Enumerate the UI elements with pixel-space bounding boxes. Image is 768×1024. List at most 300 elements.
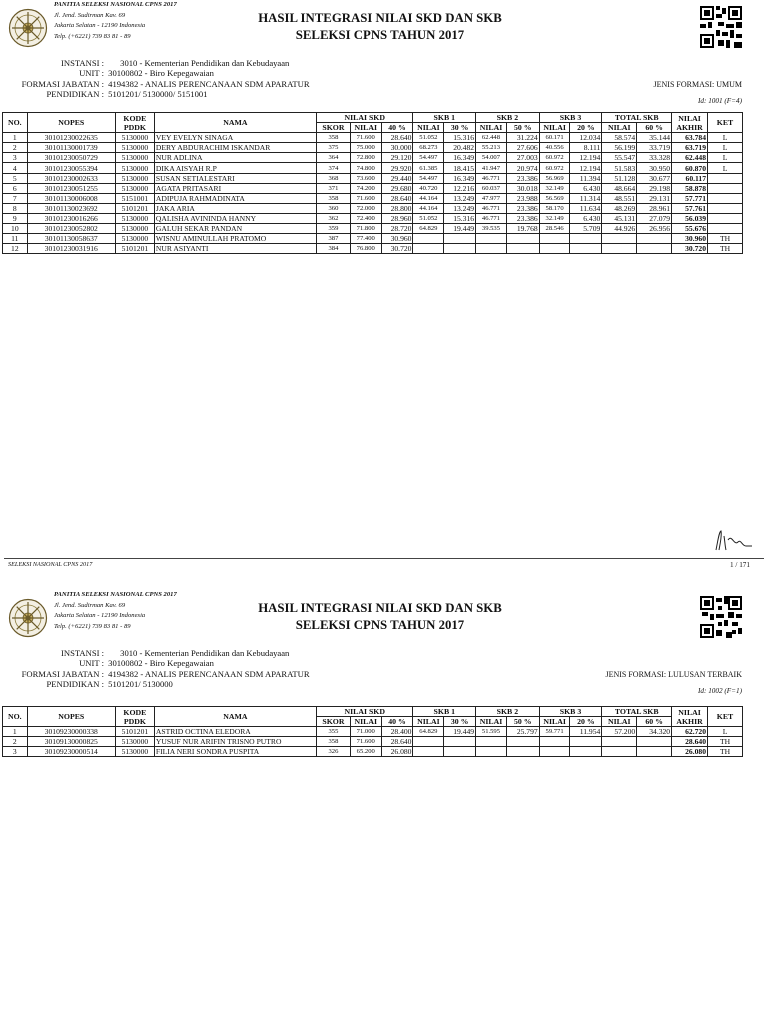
meta-block — [4, 58, 310, 99]
cell-ket: TH — [708, 234, 743, 244]
cell-skd-40: 29.440 — [381, 173, 413, 183]
cell-skb3-nilai: 60.972 — [539, 163, 570, 173]
cell-skb3-nilai: 60.972 — [539, 153, 570, 163]
unit-label: UNIT : — [79, 658, 104, 669]
cell-skd-nilai: 65.200 — [350, 747, 381, 757]
table-body — [3, 727, 743, 757]
cell-total-60 — [637, 737, 672, 747]
page-title — [200, 10, 560, 44]
cell-skb2-nilai — [476, 244, 507, 254]
cell-nopes: 30101230052802 — [27, 224, 115, 234]
cell-skb3-20: 6.430 — [570, 213, 602, 223]
cell-no: 4 — [3, 163, 28, 173]
cell-total-60 — [637, 244, 672, 254]
cell-nama: JAKA ARIA — [154, 203, 316, 213]
cell-skb1-30: 16.349 — [444, 173, 476, 183]
qr-code-icon — [700, 6, 742, 48]
cell-nilai-akhir: 60.117 — [672, 173, 708, 183]
cell-total-60: 29.131 — [637, 193, 672, 203]
cell-kode: 5130000 — [115, 183, 154, 193]
cell-skb3-nilai: 56.569 — [539, 193, 570, 203]
cell-no: 12 — [3, 244, 28, 254]
cell-nopes: 30101230050729 — [27, 153, 115, 163]
cell-skd-nilai: 74.200 — [350, 183, 381, 193]
cell-no: 1 — [3, 133, 28, 143]
cell-nama: GALUH SEKAR PANDAN — [154, 224, 316, 234]
col-pddk: PDDK — [123, 716, 146, 726]
cell-skb2-50 — [506, 737, 539, 747]
unit-value: 30100802 - Biro Kepegawaian — [108, 68, 214, 79]
cell-skb2-50: 23.386 — [506, 203, 539, 213]
cell-nilai-akhir: 55.676 — [672, 224, 708, 234]
cell-total-60: 28.961 — [637, 203, 672, 213]
cell-skd-40: 29.120 — [381, 153, 413, 163]
cell-skd-nilai: 72.800 — [350, 153, 381, 163]
col-skb2: SKB 2 — [476, 113, 540, 123]
table-row — [3, 153, 743, 163]
cell-skb1-nilai: 40.720 — [413, 183, 444, 193]
cell-skd-40: 28.640 — [381, 193, 413, 203]
sub-nilai: NILAI — [539, 123, 570, 133]
cell-nopes: 30101130006008 — [27, 193, 115, 203]
cell-nama: SUSAN SETIALESTARI — [154, 173, 316, 183]
cell-total-60: 26.956 — [637, 224, 672, 234]
cell-nilai-akhir: 63.719 — [672, 143, 708, 153]
cell-skd-nilai: 75.000 — [350, 143, 381, 153]
col-total-skb: TOTAL SKB — [602, 113, 672, 123]
cell-total-60: 33.719 — [637, 143, 672, 153]
cell-skb2-50: 23.386 — [506, 173, 539, 183]
cell-skd-nilai: 71.600 — [350, 193, 381, 203]
instansi-value: 3010 - Kementerian Pendidikan dan Kebudayaan — [120, 58, 290, 68]
col-total-skb: TOTAL SKB — [602, 707, 672, 717]
cell-skd-nilai: 71.000 — [350, 727, 381, 737]
page-number: 1 / 171 — [730, 561, 750, 569]
cell-skd-nilai: 74.800 — [350, 163, 381, 173]
cell-kode: 5130000 — [115, 163, 154, 173]
pendidikan-label: PENDIDIKAN : — [46, 678, 104, 689]
cell-skb1-nilai: 61.385 — [413, 163, 444, 173]
table-row — [3, 173, 743, 183]
cell-skd-nilai: 72.000 — [350, 203, 381, 213]
cell-nama: ASTRID OCTINA ELEDORA — [154, 727, 316, 737]
cell-nopes: 30101230016266 — [27, 213, 115, 223]
cell-total-60: 30.950 — [637, 163, 672, 173]
cell-kode: 5101201 — [115, 203, 154, 213]
table-row — [3, 143, 743, 153]
cell-skb2-50: 30.018 — [506, 183, 539, 193]
cell-total-nilai: 44.926 — [602, 224, 637, 234]
cell-no: 3 — [3, 747, 28, 757]
cell-skb2-50: 19.768 — [506, 224, 539, 234]
sub-50: 50 % — [506, 123, 539, 133]
cell-nama: WISNU AMINULLAH PRATOMO — [154, 234, 316, 244]
table-row — [3, 224, 743, 234]
instansi-value: 3010 - Kementerian Pendidikan dan Kebudayaan — [120, 648, 290, 658]
cell-skb1-nilai — [413, 747, 444, 757]
sub-nilai: NILAI — [413, 717, 444, 727]
cell-total-nilai — [602, 234, 637, 244]
cell-ket — [708, 183, 743, 193]
cell-skb2-nilai: 46.771 — [476, 203, 507, 213]
cell-skd-40: 29.920 — [381, 163, 413, 173]
cell-skor: 387 — [317, 234, 351, 244]
formasi-value: 4194382 - ANALIS PERENCANAAN SDM APARATUR — [108, 668, 310, 679]
cell-skb3-20 — [570, 244, 602, 254]
cell-skd-40: 28.640 — [381, 133, 413, 143]
cell-skb2-50: 20.974 — [506, 163, 539, 173]
cell-skb2-nilai: 60.037 — [476, 183, 507, 193]
col-skb3: SKB 3 — [539, 113, 602, 123]
cell-total-nilai: 51.128 — [602, 173, 637, 183]
cell-total-nilai: 48.269 — [602, 203, 637, 213]
cell-skb2-nilai: 41.947 — [476, 163, 507, 173]
cell-skd-40: 29.680 — [381, 183, 413, 193]
table-row — [3, 163, 743, 173]
cell-skb2-50: 23.988 — [506, 193, 539, 203]
table-row — [3, 213, 743, 223]
cell-ket: L — [708, 163, 743, 173]
cell-total-nilai: 55.547 — [602, 153, 637, 163]
cell-skb3-20: 5.709 — [570, 224, 602, 234]
table-row — [3, 244, 743, 254]
cell-nilai-akhir: 28.640 — [672, 737, 708, 747]
cell-skd-nilai: 71.600 — [350, 133, 381, 143]
sub-50: 50 % — [506, 717, 539, 727]
cell-total-nilai: 51.583 — [602, 163, 637, 173]
footer-divider — [4, 558, 764, 559]
cell-skb3-nilai — [539, 244, 570, 254]
table-row — [3, 193, 743, 203]
col-ket: KET — [708, 113, 743, 133]
cell-skor: 364 — [317, 153, 351, 163]
cell-skb1-nilai: 44.164 — [413, 203, 444, 213]
org-phone: Telp. (+6221) 739 83 81 - 89 — [54, 32, 131, 40]
cell-nilai-akhir: 58.878 — [672, 183, 708, 193]
col-skb2: SKB 2 — [476, 707, 540, 717]
cell-kode: 5130000 — [115, 234, 154, 244]
cell-nilai-akhir: 63.784 — [672, 133, 708, 143]
col-kode-pddk — [115, 113, 154, 133]
col-no: NO. — [3, 707, 28, 727]
cell-no: 2 — [3, 737, 28, 747]
cell-skb3-20 — [570, 747, 602, 757]
cell-skd-40: 30.960 — [381, 234, 413, 244]
table-row — [3, 737, 743, 747]
cell-skd-40: 28.960 — [381, 213, 413, 223]
title-line-2: SELEKSI CPNS TAHUN 2017 — [295, 618, 465, 632]
org-address-1: Jl. Jend. Sudirman Kav. 69 — [54, 11, 126, 19]
unit-label: UNIT : — [79, 68, 104, 79]
cell-skb1-30: 19.449 — [444, 224, 476, 234]
cell-skb3-20 — [570, 234, 602, 244]
cell-skb1-30: 18.415 — [444, 163, 476, 173]
cell-skb2-nilai: 46.771 — [476, 213, 507, 223]
cell-skor: 362 — [317, 213, 351, 223]
cell-skb2-nilai: 54.007 — [476, 153, 507, 163]
cell-nama: DIKA AISYAH R.P — [154, 163, 316, 173]
cell-skor: 358 — [317, 133, 351, 143]
cell-nama: VEY EVELYN SINAGA — [154, 133, 316, 143]
cell-kode: 5130000 — [115, 153, 154, 163]
cell-skd-nilai: 71.600 — [350, 737, 381, 747]
cell-skb3-20: 12.034 — [570, 133, 602, 143]
cell-nilai-akhir: 60.870 — [672, 163, 708, 173]
cell-skb1-30: 15.316 — [444, 213, 476, 223]
col-skb1: SKB 1 — [413, 113, 476, 123]
cell-ket: L — [708, 153, 743, 163]
cell-skor: 355 — [317, 727, 351, 737]
cell-total-60: 27.079 — [637, 213, 672, 223]
meta-block — [4, 648, 310, 689]
cell-skb3-20: 11.954 — [570, 727, 602, 737]
table-header — [3, 113, 743, 133]
cell-skb1-nilai: 44.164 — [413, 193, 444, 203]
cell-skb1-30: 12.216 — [444, 183, 476, 193]
cell-skb2-50: 23.386 — [506, 213, 539, 223]
sub-skor: SKOR — [317, 717, 351, 727]
cell-skb1-30: 15.316 — [444, 133, 476, 143]
sub-60: 60 % — [637, 717, 672, 727]
title-line-1: HASIL INTEGRASI NILAI SKD DAN SKB — [258, 601, 502, 615]
cell-kode: 5151001 — [115, 193, 154, 203]
page-2 — [0, 590, 768, 1024]
sub-nilai: NILAI — [413, 123, 444, 133]
cell-total-60: 35.144 — [637, 133, 672, 143]
formasi-label: FORMASI JABATAN : — [21, 668, 104, 679]
cell-nama: NUR ADLINA — [154, 153, 316, 163]
cell-skb1-nilai — [413, 737, 444, 747]
pendidikan-label: PENDIDIKAN : — [46, 88, 104, 99]
cell-ket — [708, 203, 743, 213]
sub-60: 60 % — [637, 123, 672, 133]
col-kode: KODE — [123, 707, 147, 717]
cell-total-nilai: 45.131 — [602, 213, 637, 223]
cell-skor: 384 — [317, 244, 351, 254]
cell-skor: 326 — [317, 747, 351, 757]
cell-nama: ADIPUJA RAHMADINATA — [154, 193, 316, 203]
cell-skb2-nilai — [476, 234, 507, 244]
cell-skb3-20: 11.314 — [570, 193, 602, 203]
cell-kode: 5101201 — [115, 244, 154, 254]
cell-skb2-50: 27.003 — [506, 153, 539, 163]
cell-total-nilai — [602, 747, 637, 757]
cell-ket — [708, 173, 743, 183]
cell-nopes: 30101130023692 — [27, 203, 115, 213]
cell-total-nilai: 48.664 — [602, 183, 637, 193]
sub-nilai: NILAI — [602, 123, 637, 133]
cell-skor: 358 — [317, 193, 351, 203]
col-nilai-akhir-2: AKHIR — [676, 716, 703, 726]
instansi-label: INSTANSI : — [61, 648, 104, 658]
cell-nilai-akhir: 30.720 — [672, 244, 708, 254]
cell-ket: L — [708, 143, 743, 153]
cell-total-60 — [637, 234, 672, 244]
title-line-2: SELEKSI CPNS TAHUN 2017 — [295, 28, 465, 42]
cell-skd-40: 26.080 — [381, 747, 413, 757]
sub-nilai: NILAI — [476, 123, 507, 133]
cell-skb2-50 — [506, 244, 539, 254]
col-pddk: PDDK — [123, 122, 146, 132]
table-body — [3, 133, 743, 254]
cell-no: 7 — [3, 193, 28, 203]
cell-skb1-30: 19.449 — [444, 727, 476, 737]
unit-value: 30100802 - Biro Kepegawaian — [108, 658, 214, 669]
cell-kode: 5130000 — [115, 173, 154, 183]
cell-total-60: 29.198 — [637, 183, 672, 193]
col-nama: NAMA — [154, 113, 316, 133]
qr-code-icon — [700, 596, 742, 638]
cell-skb3-nilai: 28.546 — [539, 224, 570, 234]
cell-nilai-akhir: 30.960 — [672, 234, 708, 244]
cell-skb1-30 — [444, 747, 476, 757]
cell-skb3-20: 6.430 — [570, 183, 602, 193]
cell-skd-40: 30.720 — [381, 244, 413, 254]
cell-nama: QALISHA AVININDA HANNY — [154, 213, 316, 223]
cell-total-60 — [637, 747, 672, 757]
cell-skb3-nilai: 32.149 — [539, 183, 570, 193]
cell-skor: 371 — [317, 183, 351, 193]
cell-skb3-nilai: 32.149 — [539, 213, 570, 223]
cell-no: 1 — [3, 727, 28, 737]
jenis-formasi: JENIS FORMASI: UMUM — [653, 80, 742, 89]
cell-nama: YUSUF NUR ARIFIN TRISNO PUTRO — [154, 737, 316, 747]
cell-skd-nilai: 77.400 — [350, 234, 381, 244]
cell-nilai-akhir: 62.720 — [672, 727, 708, 737]
cell-skor: 360 — [317, 203, 351, 213]
cell-skd-40: 28.800 — [381, 203, 413, 213]
table-row — [3, 203, 743, 213]
sub-skor: SKOR — [317, 123, 351, 133]
cell-skb1-30 — [444, 234, 476, 244]
org-name: PANITIA SELEKSI NASIONAL CPNS 2017 — [54, 1, 177, 8]
cell-skb2-50: 31.224 — [506, 133, 539, 143]
cell-no: 3 — [3, 153, 28, 163]
cell-skb3-nilai: 58.170 — [539, 203, 570, 213]
cell-nopes: 30101230002633 — [27, 173, 115, 183]
cell-no: 6 — [3, 183, 28, 193]
sub-20: 20 % — [570, 123, 602, 133]
cell-total-nilai — [602, 244, 637, 254]
cell-skb2-nilai: 47.977 — [476, 193, 507, 203]
cell-ket: TH — [708, 737, 743, 747]
pendidikan-value: 5101201/ 5130000 — [108, 678, 173, 689]
footer-text: SELEKSI NASIONAL CPNS 2017 — [8, 561, 93, 568]
cell-skb1-nilai: 51.052 — [413, 213, 444, 223]
cell-skb2-nilai: 55.213 — [476, 143, 507, 153]
cell-total-60: 30.677 — [637, 173, 672, 183]
cell-nilai-akhir: 26.080 — [672, 747, 708, 757]
col-skb1: SKB 1 — [413, 707, 476, 717]
org-name: PANITIA SELEKSI NASIONAL CPNS 2017 — [54, 591, 177, 598]
col-nopes: NOPES — [27, 113, 115, 133]
formasi-value: 4194382 - ANALIS PERENCANAAN SDM APARATUR — [108, 78, 310, 89]
cell-skor: 358 — [317, 737, 351, 747]
cell-nopes: 30109230000338 — [27, 727, 115, 737]
cell-skb2-nilai: 62.448 — [476, 133, 507, 143]
cell-skb3-20: 11.394 — [570, 173, 602, 183]
cell-skd-nilai: 71.800 — [350, 224, 381, 234]
sub-nilai: NILAI — [539, 717, 570, 727]
cell-skd-nilai: 76.800 — [350, 244, 381, 254]
col-nama: NAMA — [154, 707, 316, 727]
cell-no: 10 — [3, 224, 28, 234]
cell-skb1-nilai — [413, 234, 444, 244]
cell-kode: 5130000 — [115, 224, 154, 234]
organization-block — [54, 590, 177, 632]
cell-total-nilai: 56.199 — [602, 143, 637, 153]
garuda-emblem-icon — [8, 598, 48, 638]
cell-ket — [708, 193, 743, 203]
cell-nopes: 30101230031916 — [27, 244, 115, 254]
sub-20: 20 % — [570, 717, 602, 727]
cell-skb3-20: 8.111 — [570, 143, 602, 153]
cell-skd-40: 28.400 — [381, 727, 413, 737]
cell-skb1-30: 16.349 — [444, 153, 476, 163]
cell-nama: AGATA PRITASARI — [154, 183, 316, 193]
org-address-2: Jakarta Selatan - 12190 Indonesia — [54, 612, 146, 619]
cell-nilai-akhir: 57.761 — [672, 203, 708, 213]
cell-skb1-30 — [444, 737, 476, 747]
formasi-label: FORMASI JABATAN : — [21, 78, 104, 89]
cell-skor: 374 — [317, 163, 351, 173]
organization-block — [54, 0, 177, 42]
cell-no: 11 — [3, 234, 28, 244]
cell-skb3-20: 11.634 — [570, 203, 602, 213]
col-no: NO. — [3, 113, 28, 133]
cell-kode: 5130000 — [115, 133, 154, 143]
table-header — [3, 707, 743, 727]
cell-skd-40: 28.720 — [381, 224, 413, 234]
col-ket: KET — [708, 707, 743, 727]
cell-nilai-akhir: 56.039 — [672, 213, 708, 223]
jenis-formasi: JENIS FORMASI: LULUSAN TERBAIK — [605, 670, 742, 679]
cell-no: 5 — [3, 173, 28, 183]
cell-skor: 359 — [317, 224, 351, 234]
cell-nama: FILIA NERI SONDRA PUSPITA — [154, 747, 316, 757]
cell-total-60: 33.328 — [637, 153, 672, 163]
cell-total-nilai: 57.200 — [602, 727, 637, 737]
cell-ket: L — [708, 133, 743, 143]
cell-skb1-nilai: 64.829 — [413, 727, 444, 737]
cell-skb2-nilai: 51.595 — [476, 727, 507, 737]
col-skb3: SKB 3 — [539, 707, 602, 717]
cell-skb3-nilai: 59.771 — [539, 727, 570, 737]
cell-ket: L — [708, 727, 743, 737]
cell-nama: NUR ASIYANTI — [154, 244, 316, 254]
cell-skb2-nilai — [476, 737, 507, 747]
cell-skb1-nilai — [413, 244, 444, 254]
cell-skb3-nilai: 60.171 — [539, 133, 570, 143]
cell-skb1-30: 13.249 — [444, 193, 476, 203]
cell-nopes: 30109230000514 — [27, 747, 115, 757]
cell-no: 8 — [3, 203, 28, 213]
cell-skb1-nilai: 68.273 — [413, 143, 444, 153]
formation-id: Id: 1001 (F=4) — [698, 97, 742, 105]
cell-nopes: 30101230055394 — [27, 163, 115, 173]
cell-skd-40: 28.640 — [381, 737, 413, 747]
col-nilai-akhir-1: NILAI — [678, 707, 701, 717]
results-table — [2, 706, 743, 757]
cell-skb2-50: 27.606 — [506, 143, 539, 153]
cell-skb1-30: 20.482 — [444, 143, 476, 153]
cell-skb3-nilai — [539, 737, 570, 747]
cell-skb2-50 — [506, 234, 539, 244]
cell-nilai-akhir: 62.448 — [672, 153, 708, 163]
col-nilai-skd: NILAI SKD — [317, 707, 413, 717]
cell-total-nilai: 58.574 — [602, 133, 637, 143]
page-title — [200, 600, 560, 634]
